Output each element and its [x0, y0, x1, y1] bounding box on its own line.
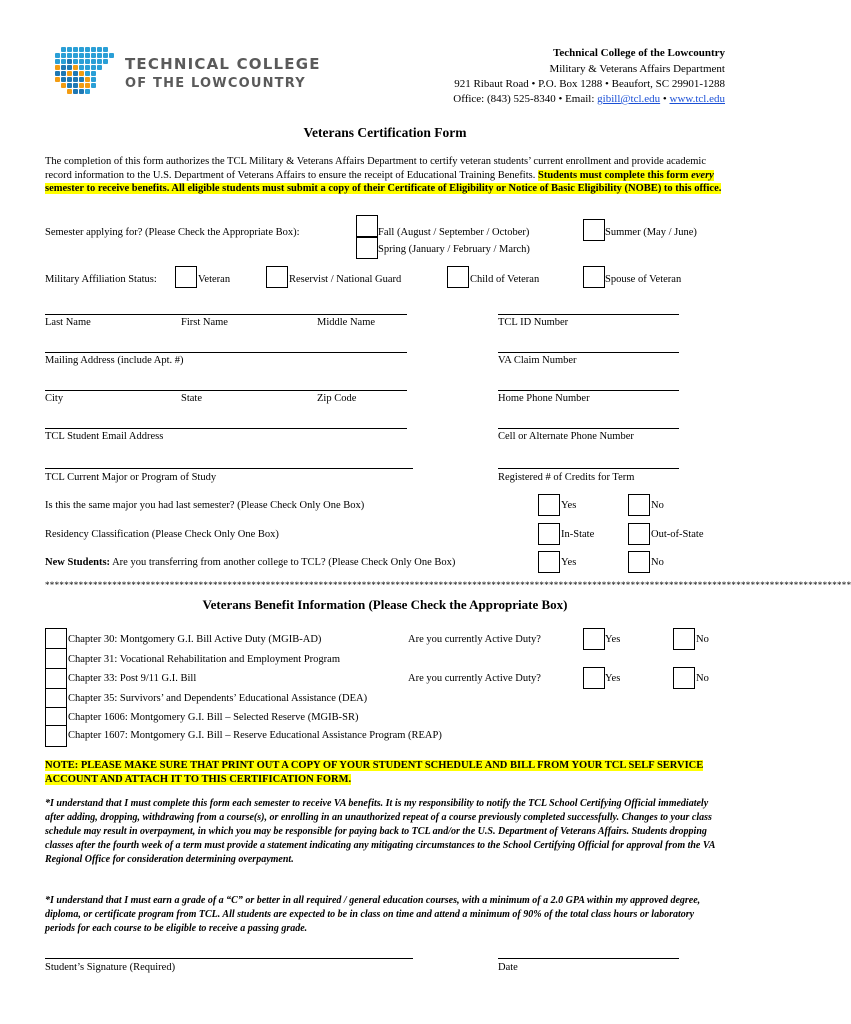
benefits-title: Veterans Benefit Information (Please Check the Appropriate Box) [202, 597, 568, 612]
logo-tile [73, 89, 78, 94]
logo-tile [79, 65, 84, 70]
logo-tile [67, 77, 72, 82]
logo-tile [61, 53, 66, 58]
email-input-line[interactable] [45, 428, 407, 429]
logo-tile [55, 53, 60, 58]
logo-tile [61, 77, 66, 82]
instate-label: In-State [561, 529, 595, 540]
ch33-active-yes-checkbox[interactable] [583, 667, 605, 689]
intro-text: The completion of this form authorizes the TCL Military & Veterans Affairs Department to certify veteran students’ current enrollment and provide academic record information to the U.S. Department of Veterans Affairs to ensure the receipt of Educational Training Benefits. [45, 156, 706, 181]
same-major-yes-checkbox[interactable] [538, 494, 560, 516]
city-label: City [45, 393, 64, 404]
logo-tile [79, 53, 84, 58]
first-name-label: First Name [181, 317, 228, 328]
logo-tile [73, 65, 78, 70]
ch30-active-no-label: No [696, 634, 709, 645]
va-claim-input-line[interactable] [498, 352, 679, 353]
new-students-bold: New Students: [45, 557, 111, 568]
ch33-active-question: Are you currently Active Duty? [408, 673, 541, 684]
intro-paragraph [45, 155, 725, 196]
logo-tile [61, 83, 66, 88]
intro-highlight-every: every [691, 169, 714, 181]
schedule-note-text: NOTE: PLEASE MAKE SURE THAT PRINT OUT A COPY OF YOUR STUDENT SCHEDULE AND BILL FROM YOUR TCL SELF SERVICE ACCOUNT AND ATTACH IT TO THIS CERTIFICATION FORM. [45, 760, 704, 785]
understand-paragraph-1: *I understand that I must complete this form each semester to receive VA benefits. It is my responsibility to notify the TCL School Certifying Official immediately after adding, dropping, withdrawing from a course(s), or enrolling in an unauthorized repeat of a course previously completed successfully. Changes to your class schedule may result in overpayment, in which you may be responsible for paying back to TCL and/or the U.S. Department of Veterans Affairs. Students dropping classes after the fourth week of a term must provide a statement indicating any mitigating circumstances to the School Certifying Official for approval from the VA Regional Office for consideration determining overpayment. [45, 798, 715, 865]
logo-tile [97, 59, 102, 64]
logo-tile [91, 83, 96, 88]
child-label: Child of Veteran [470, 274, 540, 285]
tcl-id-input-line[interactable] [498, 314, 679, 315]
transfer-no-checkbox[interactable] [628, 551, 650, 573]
same-major-no-label: No [651, 500, 664, 511]
home-phone-label: Home Phone Number [498, 393, 590, 404]
veteran-checkbox[interactable] [175, 266, 197, 288]
logo-tile [97, 53, 102, 58]
fall-checkbox[interactable] [356, 215, 378, 237]
signature-label: Student’s Signature (Required) [45, 962, 176, 973]
same-major-no-checkbox[interactable] [628, 494, 650, 516]
ch30-active-question: Are you currently Active Duty? [408, 634, 541, 645]
tcl-id-label: TCL ID Number [498, 317, 569, 328]
logo-tile [67, 89, 72, 94]
child-checkbox[interactable] [447, 266, 469, 288]
logo-tile [55, 59, 60, 64]
logo-tile [85, 47, 90, 52]
ch31-label: Chapter 31: Vocational Rehabilitation and Employment Program [68, 654, 340, 665]
spring-label: Spring (January / February / March) [378, 244, 530, 255]
same-major-question: Is this the same major you had last semester? (Please Check Only One Box) [45, 500, 365, 511]
logo-tile [61, 65, 66, 70]
email-link[interactable]: gibill@tcl.edu [597, 93, 661, 105]
logo-tile [61, 71, 66, 76]
form-title: Veterans Certification Form [303, 125, 467, 140]
logo-tile [79, 59, 84, 64]
new-students-text: Are you transferring from another college to TCL? (Please Check Only One Box) [110, 557, 456, 568]
logo-text-line2: OF THE LOWCOUNTRY [125, 76, 306, 91]
logo-text-line1: TECHNICAL COLLEGE [125, 55, 321, 73]
name-input-line[interactable] [45, 314, 407, 315]
logo-tile [91, 71, 96, 76]
credits-label: Registered # of Credits for Term [498, 472, 635, 483]
major-label: TCL Current Major or Program of Study [45, 472, 217, 483]
understand-paragraph-2: *I understand that I must earn a grade of a “C” or better in all required / general education courses, with a minimum of a 2.0 GPA within my approved degree, diploma, or certificate program from TCL. All students are expected to be in class on time and attend a minimum of 90% of the total class hours or laboratory periods for each course to be eligible to receive a passing grade. [45, 895, 701, 934]
last-name-label: Last Name [45, 317, 91, 328]
reservist-checkbox[interactable] [266, 266, 288, 288]
logo-tile [103, 59, 108, 64]
logo-tile [91, 53, 96, 58]
logo-tile [79, 89, 84, 94]
reservist-label: Reservist / National Guard [289, 274, 402, 285]
schedule-note [45, 759, 725, 786]
logo-tile [73, 71, 78, 76]
summer-checkbox[interactable] [583, 219, 605, 241]
logo-tile [73, 59, 78, 64]
ch33-label: Chapter 33: Post 9/11 G.I. Bill [68, 673, 197, 684]
mailing-input-line[interactable] [45, 352, 407, 353]
logo-tile [79, 71, 84, 76]
state-label: State [181, 393, 202, 404]
city-state-zip-input-line[interactable] [45, 390, 407, 391]
same-major-yes-label: Yes [561, 500, 577, 511]
logo-tile [61, 47, 66, 52]
instate-checkbox[interactable] [538, 523, 560, 545]
date-label: Date [498, 962, 518, 973]
logo-tile [79, 83, 84, 88]
ch33-active-no-checkbox[interactable] [673, 667, 695, 689]
logo-tile [91, 65, 96, 70]
va-claim-label: VA Claim Number [498, 355, 577, 366]
office-text: Office: (843) 525-8340 • Email: [453, 93, 598, 105]
cell-input-line[interactable] [498, 428, 679, 429]
ch31-checkbox[interactable] [45, 648, 67, 670]
logo-tile [97, 65, 102, 70]
home-phone-input-line[interactable] [498, 390, 679, 391]
ch30-checkbox[interactable] [45, 628, 67, 650]
residency-question: Residency Classification (Please Check Only One Box) [45, 529, 279, 540]
logo-tile [67, 59, 72, 64]
transfer-no-label: No [651, 557, 664, 568]
fall-label: Fall (August / September / October) [378, 227, 530, 238]
outstate-checkbox[interactable] [628, 523, 650, 545]
logo-tile [67, 65, 72, 70]
logo-tile [85, 59, 90, 64]
logo-tile [73, 47, 78, 52]
zip-label: Zip Code [317, 393, 357, 404]
ch1606-label: Chapter 1606: Montgomery G.I. Bill – Selected Reserve (MGIB-SR) [68, 712, 359, 723]
logo-tile [85, 89, 90, 94]
outstate-label: Out-of-State [651, 529, 704, 540]
logo-tile [85, 65, 90, 70]
section-divider: ************************************************************************************************************************************************************************ [45, 580, 851, 590]
logo-tile [67, 83, 72, 88]
header-org: Technical College of the Lowcountry [553, 47, 725, 59]
ch35-label: Chapter 35: Survivors’ and Dependents’ Educational Assistance (DEA) [68, 693, 368, 704]
header-office [453, 92, 725, 107]
ch33-active-no-label: No [696, 673, 709, 684]
logo-tile [103, 47, 108, 52]
veteran-label: Veteran [198, 274, 231, 285]
logo-tile [85, 83, 90, 88]
college-logo-mark [55, 47, 117, 95]
logo-tile [85, 71, 90, 76]
ch30-active-yes-checkbox[interactable] [583, 628, 605, 650]
transfer-yes-label: Yes [561, 557, 577, 568]
intro-highlight-1: Students must complete this form [537, 169, 689, 181]
date-input-line[interactable] [498, 958, 679, 959]
spouse-label: Spouse of Veteran [605, 274, 682, 285]
cell-label: Cell or Alternate Phone Number [498, 431, 634, 442]
logo-tile [55, 65, 60, 70]
ch30-active-no-checkbox[interactable] [673, 628, 695, 650]
logo-tile [97, 47, 102, 52]
semester-label: Semester applying for? (Please Check the Appropriate Box): [45, 227, 300, 238]
logo-tile [67, 53, 72, 58]
email-label: TCL Student Email Address [45, 431, 164, 442]
header-address: 921 Ribaut Road • P.O. Box 1288 • Beaufort, SC 29901-1288 [454, 78, 725, 90]
ch1607-checkbox[interactable] [45, 725, 67, 747]
logo-tile [91, 59, 96, 64]
header-dept: Military & Veterans Affairs Department [549, 63, 725, 75]
logo-tile [109, 53, 114, 58]
logo-tile [67, 71, 72, 76]
major-input-line[interactable] [45, 468, 413, 469]
ch33-checkbox[interactable] [45, 668, 67, 690]
ch33-active-yes-label: Yes [605, 673, 621, 684]
new-students-question [45, 557, 455, 568]
ch30-active-yes-label: Yes [605, 634, 621, 645]
logo-tile [73, 77, 78, 82]
summer-label: Summer (May / June) [605, 227, 697, 238]
logo-tile [73, 83, 78, 88]
logo-tile [67, 47, 72, 52]
transfer-yes-checkbox[interactable] [538, 551, 560, 573]
logo-tile [55, 71, 60, 76]
logo-tile [85, 77, 90, 82]
logo-tile [91, 47, 96, 52]
logo-tile [55, 77, 60, 82]
military-label: Military Affiliation Status: [45, 274, 157, 285]
logo-tile [103, 53, 108, 58]
middle-name-label: Middle Name [317, 317, 376, 328]
header-separator: • [660, 93, 670, 105]
logo-tile [73, 53, 78, 58]
logo-tile [85, 53, 90, 58]
logo-tile [61, 59, 66, 64]
logo-tile [91, 77, 96, 82]
spring-checkbox[interactable] [356, 237, 378, 259]
website-link[interactable]: www.tcl.edu [669, 93, 725, 105]
logo-tile [79, 47, 84, 52]
spouse-checkbox[interactable] [583, 266, 605, 288]
signature-input-line[interactable] [45, 958, 413, 959]
credits-input-line[interactable] [498, 468, 679, 469]
intro-highlight-2: semester to receive benefits. All eligible students must submit a copy of their Certificate of Eligibility or Notice of Basic Eligibility (NOBE) to this office. [45, 183, 722, 194]
ch1607-label: Chapter 1607: Montgomery G.I. Bill – Reserve Educational Assistance Program (REAP) [68, 730, 442, 741]
mailing-label: Mailing Address (include Apt. #) [45, 355, 184, 366]
ch30-label: Chapter 30: Montgomery G.I. Bill Active Duty (MGIB-AD) [68, 634, 322, 645]
logo-tile [79, 77, 84, 82]
